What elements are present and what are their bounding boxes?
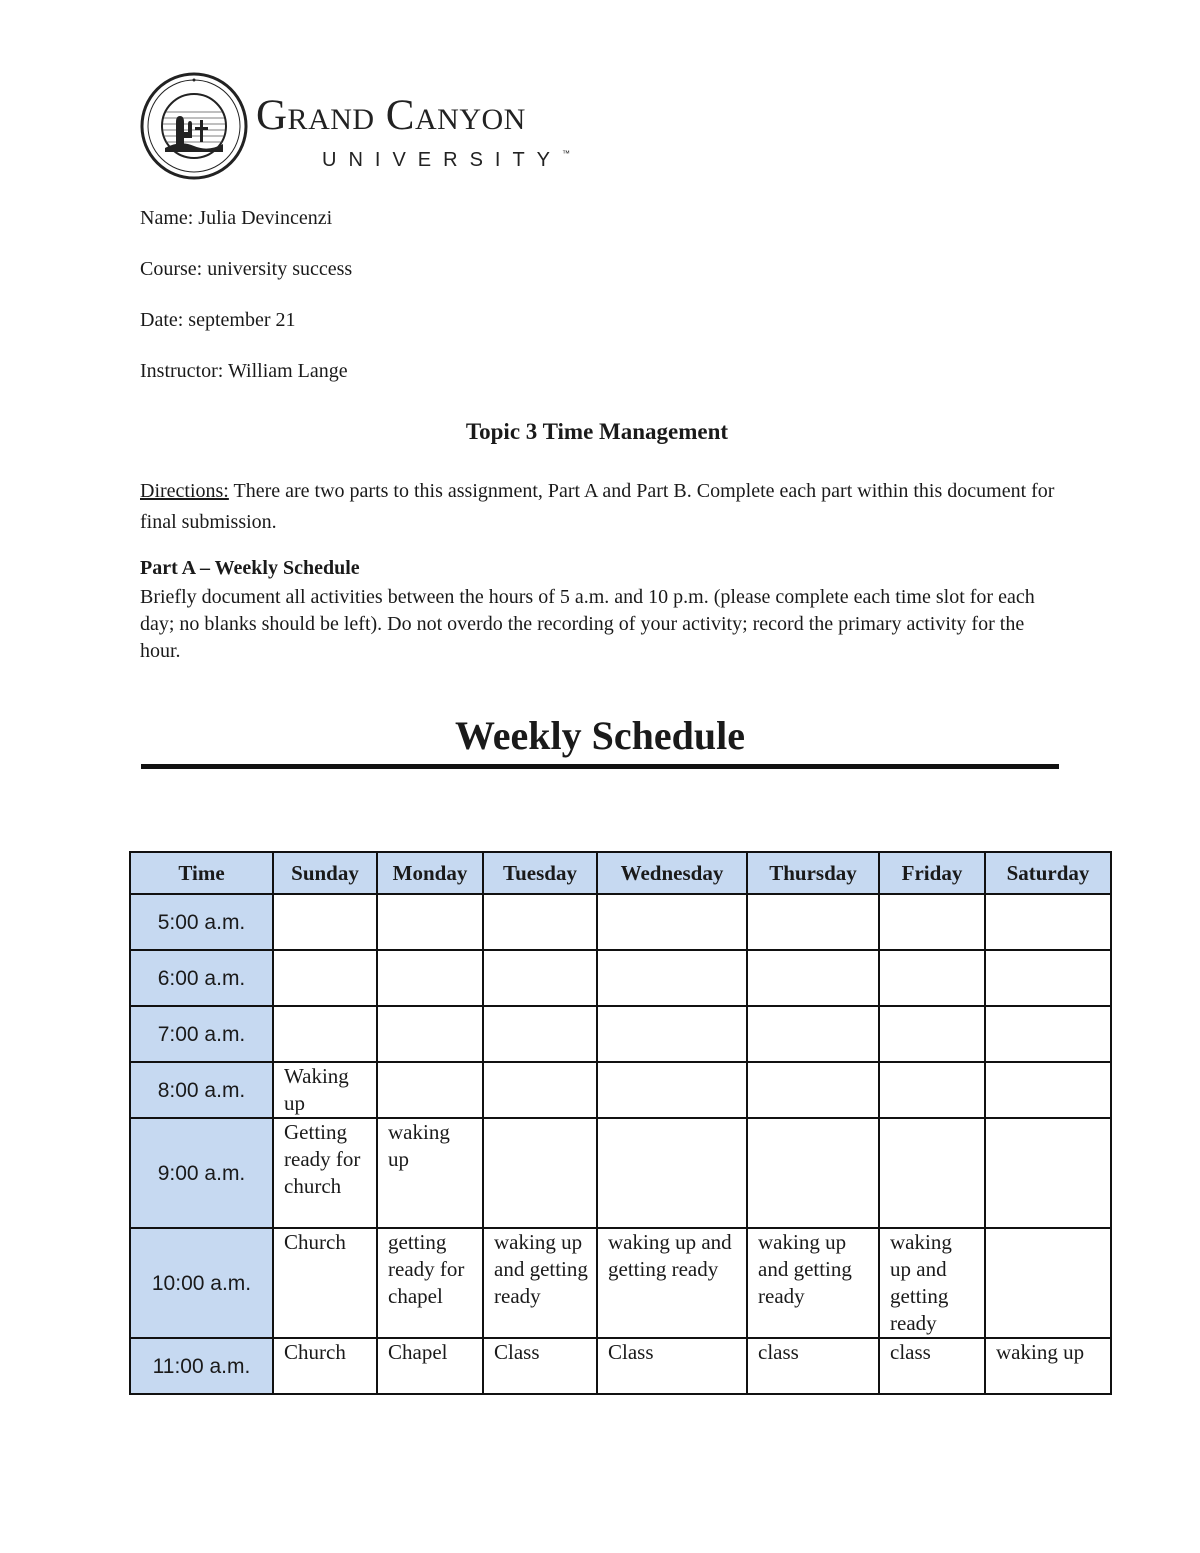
activity-cell: [273, 1006, 377, 1062]
activity-cell: waking up: [377, 1118, 483, 1228]
activity-cell: [377, 1006, 483, 1062]
column-header-sunday: Sunday: [273, 852, 377, 894]
activity-cell: [879, 1006, 985, 1062]
activity-cell: Chapel: [377, 1338, 483, 1394]
column-header-friday: Friday: [879, 852, 985, 894]
student-name: Name: Julia Devincenzi: [140, 207, 333, 229]
time-cell: 7:00 a.m.: [130, 1006, 273, 1062]
activity-cell: [985, 1062, 1111, 1118]
directions-text: There are two parts to this assignment, Part A and Part B. Complete each part within this document for final submission.: [140, 480, 1055, 533]
activity-cell: [985, 1228, 1111, 1338]
activity-cell: [747, 1006, 879, 1062]
activity-cell: [985, 1118, 1111, 1228]
column-header-thursday: Thursday: [747, 852, 879, 894]
activity-cell: [985, 894, 1111, 950]
activity-cell: [747, 1062, 879, 1118]
activity-cell: [879, 894, 985, 950]
time-cell: 6:00 a.m.: [130, 950, 273, 1006]
column-header-wednesday: Wednesday: [597, 852, 747, 894]
activity-cell: [377, 1062, 483, 1118]
time-cell: 11:00 a.m.: [130, 1338, 273, 1394]
table-row: [130, 1338, 1111, 1394]
time-cell: 8:00 a.m.: [130, 1062, 273, 1118]
title-underline-rule: [141, 764, 1059, 769]
activity-cell: Church: [273, 1228, 377, 1338]
activity-cell: Class: [483, 1338, 597, 1394]
activity-cell: [273, 950, 377, 1006]
activity-cell: [483, 894, 597, 950]
activity-cell: [597, 1006, 747, 1062]
activity-cell: waking up and getting ready: [879, 1228, 985, 1338]
directions-label: Directions:: [140, 480, 229, 502]
table-header-row: [130, 852, 1111, 894]
activity-cell: [377, 950, 483, 1006]
column-header-time: Time: [130, 852, 273, 894]
activity-cell: class: [747, 1338, 879, 1394]
activity-cell: [597, 950, 747, 1006]
time-cell: 10:00 a.m.: [130, 1228, 273, 1338]
table-row: [130, 1062, 1111, 1118]
activity-cell: getting ready for chapel: [377, 1228, 483, 1338]
activity-cell: [985, 1006, 1111, 1062]
activity-cell: [879, 950, 985, 1006]
university-logo: [140, 72, 620, 182]
trademark-symbol: ™: [562, 149, 571, 158]
table-row: [130, 950, 1111, 1006]
activity-cell: [483, 950, 597, 1006]
activity-cell: [483, 1118, 597, 1228]
activity-cell: [747, 894, 879, 950]
activity-cell: [879, 1062, 985, 1118]
activity-cell: [377, 894, 483, 950]
activity-cell: waking up: [985, 1338, 1111, 1394]
instructor-name: Instructor: William Lange: [140, 360, 348, 382]
topic-title: Topic 3 Time Management: [465, 419, 729, 444]
activity-cell: Getting ready for church: [273, 1118, 377, 1228]
column-header-saturday: Saturday: [985, 852, 1111, 894]
activity-cell: [985, 950, 1111, 1006]
part-a-instructions: Briefly document all activities between the hours of 5 a.m. and 10 p.m. (please complete each time slot for each day; no blanks should be left). Do not overdo the recording of your activity; record the primary activity for the hour.: [140, 586, 1035, 662]
activity-cell: [597, 1062, 747, 1118]
weekly-schedule-title: Weekly Schedule: [454, 713, 746, 758]
activity-cell: [597, 1118, 747, 1228]
directions-paragraph: [140, 476, 1070, 538]
activity-cell: [273, 894, 377, 950]
activity-cell: Church: [273, 1338, 377, 1394]
activity-cell: [483, 1006, 597, 1062]
activity-cell: [483, 1062, 597, 1118]
activity-cell: Waking up: [273, 1062, 377, 1118]
activity-cell: waking up and getting ready: [747, 1228, 879, 1338]
university-seal-icon: [140, 72, 248, 180]
assignment-date: Date: september 21: [140, 309, 296, 331]
table-row: [130, 1118, 1111, 1228]
time-cell: 9:00 a.m.: [130, 1118, 273, 1228]
weekly-schedule-table: [129, 851, 1112, 1395]
activity-cell: [747, 950, 879, 1006]
logo-wordmark-line-2: [322, 150, 570, 170]
activity-cell: Class: [597, 1338, 747, 1394]
activity-cell: class: [879, 1338, 985, 1394]
logo-wordmark-line-1: Grand Canyon: [256, 92, 526, 139]
table-row: [130, 894, 1111, 950]
activity-cell: [597, 894, 747, 950]
logo-wordmark-university: UNIVERSITY: [322, 149, 563, 171]
column-header-tuesday: Tuesday: [483, 852, 597, 894]
table-row: [130, 1228, 1111, 1338]
activity-cell: waking up and getting ready: [597, 1228, 747, 1338]
activity-cell: [879, 1118, 985, 1228]
time-cell: 5:00 a.m.: [130, 894, 273, 950]
activity-cell: waking up and getting ready: [483, 1228, 597, 1338]
column-header-monday: Monday: [377, 852, 483, 894]
course-name: Course: university success: [140, 258, 353, 280]
table-row: [130, 1006, 1111, 1062]
activity-cell: [747, 1118, 879, 1228]
part-a-heading: Part A – Weekly Schedule: [140, 557, 360, 579]
